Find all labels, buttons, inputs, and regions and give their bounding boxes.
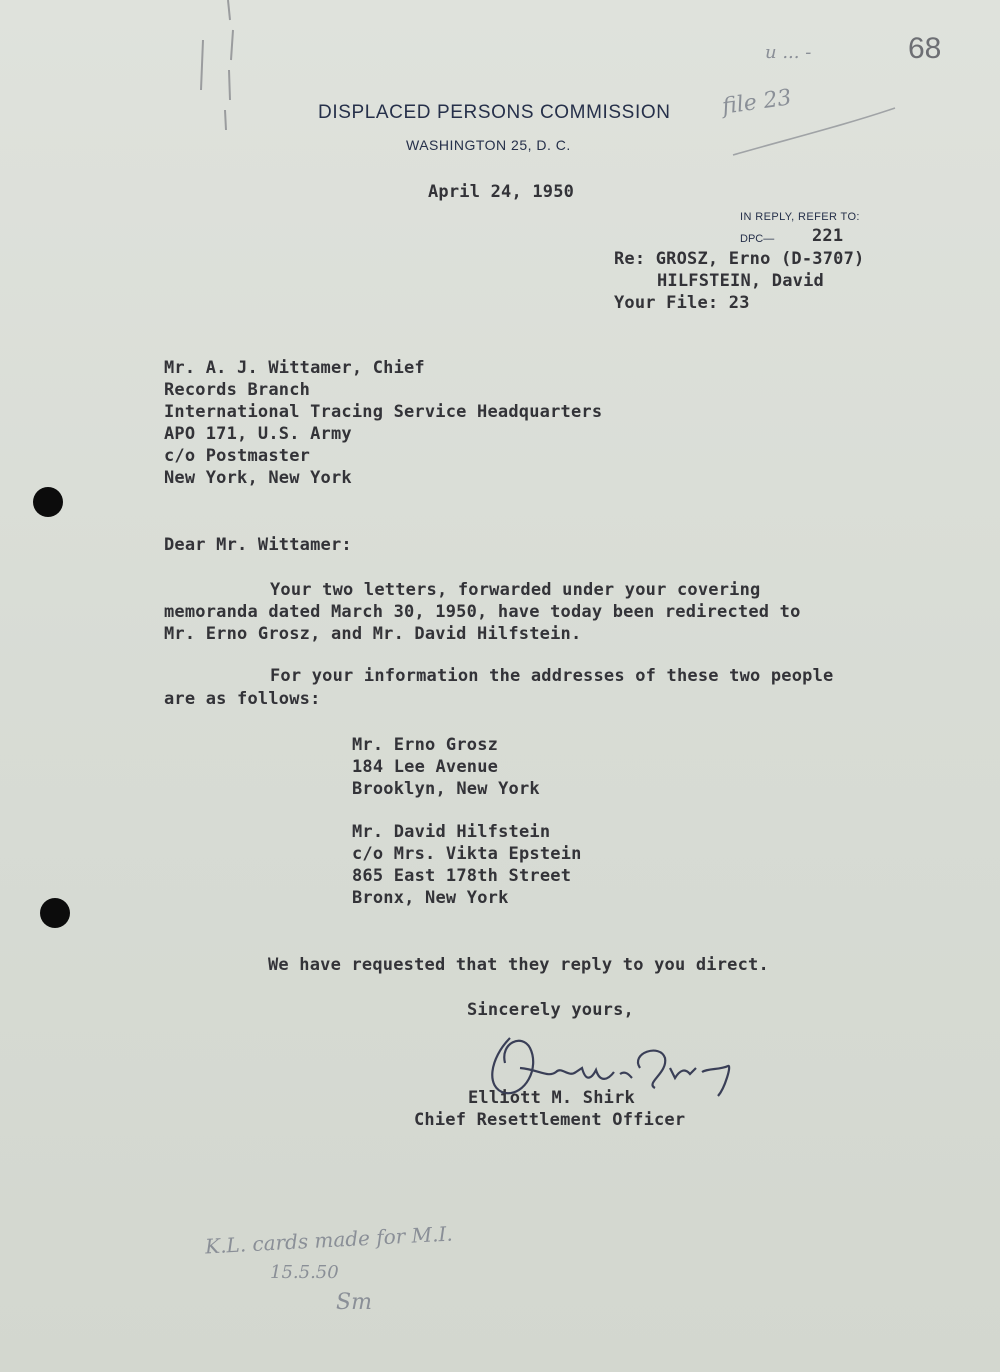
pencil-note-line-2: 15.5.50: [270, 1262, 339, 1283]
recipient-line: c/o Postmaster: [164, 446, 311, 466]
punch-hole-bottom: [40, 898, 70, 928]
dpc-number: 221: [812, 226, 844, 246]
letterhead-org: DISPLACED PERSONS COMMISSION: [318, 102, 671, 123]
address-2-line: Bronx, New York: [352, 888, 509, 908]
recipient-line: Mr. A. J. Wittamer, Chief: [164, 358, 425, 378]
closing-line: We have requested that they reply to you direct.: [268, 955, 769, 975]
recipient-line: Records Branch: [164, 380, 311, 400]
pencil-line: [725, 100, 905, 160]
pencil-note-line-3: Sm: [336, 1290, 372, 1315]
letter-date: April 24, 1950: [428, 182, 575, 202]
address-1-line: Brooklyn, New York: [352, 779, 540, 799]
paragraph-2-line: are as follows:: [164, 689, 321, 709]
paragraph-1-line: memoranda dated March 30, 1950, have today been redirected to: [164, 602, 801, 622]
pencil-note-line-1: K.L. cards made for M.I.: [204, 1221, 454, 1259]
your-file: Your File: 23: [614, 293, 750, 313]
pencil-dots: u ... -: [765, 42, 812, 63]
paragraph-1-line: Your two letters, forwarded under your covering: [270, 580, 761, 600]
page-number: 68: [908, 32, 942, 65]
recipient-line: New York, New York: [164, 468, 352, 488]
address-2-line: Mr. David Hilfstein: [352, 822, 551, 842]
signer-name: Elliott M. Shirk: [468, 1088, 635, 1108]
pencil-file-note: file 23: [720, 85, 794, 120]
address-2-line: 865 East 178th Street: [352, 866, 572, 886]
paragraph-1-line: Mr. Erno Grosz, and Mr. David Hilfstein.: [164, 624, 582, 644]
address-1-line: Mr. Erno Grosz: [352, 735, 499, 755]
signer-title: Chief Resettlement Officer: [414, 1110, 686, 1130]
address-2-line: c/o Mrs. Vikta Epstein: [352, 844, 582, 864]
pencil-strokes-top-left: [185, 0, 245, 140]
paragraph-2-line: For your information the addresses of these two people: [270, 666, 834, 686]
reference-label: IN REPLY, REFER TO:: [740, 211, 860, 223]
punch-hole-top: [33, 487, 63, 517]
re-line-2: HILFSTEIN, David: [657, 271, 824, 291]
dpc-prefix: DPC—: [740, 233, 775, 245]
letterhead-address: WASHINGTON 25, D. C.: [406, 137, 571, 153]
recipient-line: APO 171, U.S. Army: [164, 424, 352, 444]
recipient-line: International Tracing Service Headquarters: [164, 402, 603, 422]
valediction: Sincerely yours,: [467, 1000, 634, 1020]
re-line-1: Re: GROSZ, Erno (D-3707): [614, 249, 865, 269]
salutation: Dear Mr. Wittamer:: [164, 535, 352, 555]
address-1-line: 184 Lee Avenue: [352, 757, 499, 777]
